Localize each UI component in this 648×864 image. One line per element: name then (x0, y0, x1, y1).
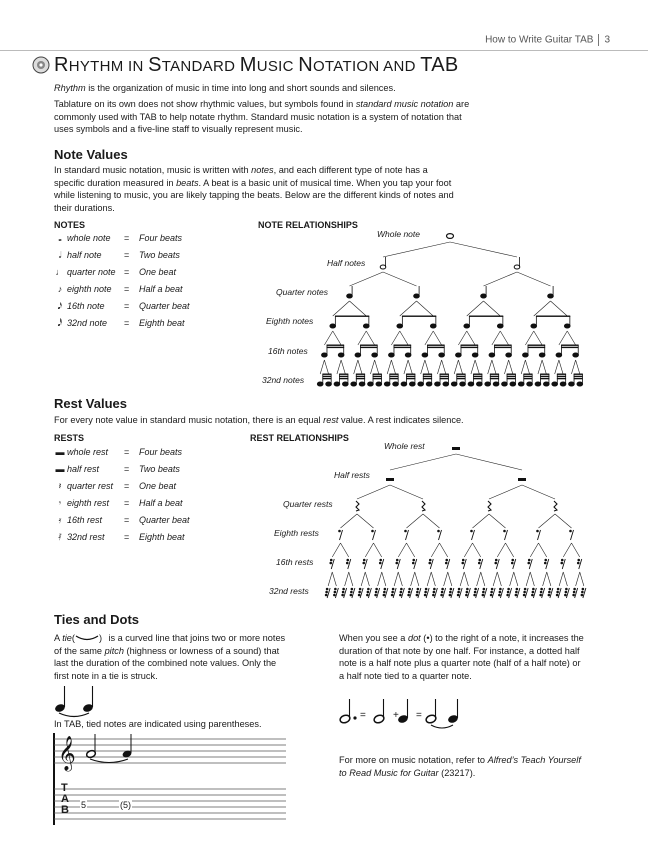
rest-equals: = (124, 481, 130, 491)
rest-flag (441, 591, 444, 594)
note-duration: Eighth beat (139, 318, 185, 328)
rest-duration: Two beats (139, 464, 180, 474)
rest-flag (329, 562, 332, 565)
tree-branch (526, 572, 530, 586)
rest-symbol-icon: 𝄾 (58, 498, 62, 508)
tree-branch (464, 543, 472, 557)
tab-caption: In TAB, tied notes are indicated using parentheses. (54, 719, 262, 729)
rest-flag (544, 559, 547, 562)
equals-sign: = (416, 710, 422, 721)
rest-flag (379, 562, 382, 565)
rest-flag (429, 559, 432, 562)
note-symbol-icon: ♩ (55, 267, 65, 277)
rest-flag (366, 594, 369, 597)
note-level-label: Half notes (327, 258, 366, 268)
rest-name: whole rest (67, 447, 109, 457)
rest-duration: Eighth beat (139, 532, 185, 542)
tree-branch (415, 572, 419, 586)
note-symbol-icon: 𝅝 (58, 233, 62, 243)
running-title: How to Write Guitar TAB (485, 34, 594, 46)
note-name: 16th note (67, 301, 105, 311)
rest-flag (351, 588, 354, 591)
rest-flag (465, 594, 468, 597)
rest-level-label: Eighth rests (274, 528, 319, 538)
rest-flag (490, 594, 493, 597)
rest-flag (515, 594, 518, 597)
tree-branch (497, 572, 501, 586)
tree-branch (530, 543, 538, 557)
rest-flag (573, 588, 576, 591)
note-duration: Half a beat (139, 284, 183, 294)
rest-symbol-icon: ▬ (55, 464, 65, 474)
tree-branch (349, 572, 353, 586)
rest-flag (561, 559, 564, 562)
rest-equals: = (124, 532, 130, 542)
tree-branch (464, 572, 468, 586)
rest-flag (507, 591, 510, 594)
tree-branch (431, 543, 439, 557)
rest-flag (539, 594, 542, 597)
tree-branch (365, 572, 369, 586)
rest-flag (424, 594, 427, 597)
tree-branch (576, 572, 580, 586)
note-level-label: Quarter notes (276, 287, 328, 297)
rest-flag (462, 559, 465, 562)
note-name: quarter note (67, 267, 116, 277)
rest-flag (506, 594, 509, 597)
rest-flag (445, 562, 448, 565)
note-level-label: Eighth notes (266, 316, 314, 326)
rest-flag (379, 559, 382, 562)
rest-flag (396, 559, 399, 562)
rest-flag (581, 594, 584, 597)
rest-flag (326, 588, 329, 591)
note-values-heading: Note Values (54, 147, 128, 162)
rest-flag (371, 530, 374, 533)
rest-equals: = (124, 464, 130, 474)
rest-flag (466, 591, 469, 594)
rest-flag (466, 588, 469, 591)
rest-flag (556, 594, 559, 597)
tree-branch (341, 543, 349, 557)
rest-flag (408, 588, 411, 591)
rest-flag (498, 594, 501, 597)
note-equals: = (124, 318, 130, 328)
tree-branch (555, 514, 572, 528)
rest-values-heading: Rest Values (54, 396, 127, 411)
rest-flag (342, 588, 345, 591)
rest-flag (549, 588, 552, 591)
rest-flag (395, 562, 398, 565)
rest-flag (523, 591, 526, 594)
rest-flag (581, 591, 584, 594)
tree-branch (411, 572, 415, 586)
tree-branch (460, 572, 464, 586)
rest-flag (577, 559, 580, 562)
rest-flag (400, 591, 403, 594)
rest-flag (582, 588, 585, 591)
rest-flag (478, 562, 481, 565)
tree-branch (539, 514, 556, 528)
tree-branch (489, 485, 522, 499)
note-symbol-icon: ♪ (57, 284, 63, 294)
notes-table-heading: NOTES (54, 220, 86, 230)
rest-flag (391, 591, 394, 594)
rest-flag (474, 588, 477, 591)
rest-flag (494, 562, 497, 565)
tree-branch (357, 514, 374, 528)
tree-branch (328, 572, 332, 586)
rest-flag (334, 591, 337, 594)
rest-symbol-icon: ▬ (55, 447, 65, 457)
tree-branch (444, 572, 448, 586)
rest-flag (544, 562, 547, 565)
rest-flag (330, 559, 333, 562)
tree-branch (473, 543, 481, 557)
rest-flag (416, 591, 419, 594)
note-duration: One beat (139, 267, 177, 277)
rest-duration: One beat (139, 481, 177, 491)
rest-flag (445, 559, 448, 562)
rest-flag (499, 588, 502, 591)
rest-flag (417, 588, 420, 591)
quarter-rest-icon (554, 501, 557, 511)
rest-symbol-icon: 𝄽 (58, 481, 62, 491)
rest-flag (346, 562, 349, 565)
rest-level-label: 32nd rests (269, 586, 309, 596)
rest-flag (433, 591, 436, 594)
rest-flag (548, 594, 551, 597)
rest-flag (341, 594, 344, 597)
rest-flag (490, 591, 493, 594)
tree-branch (559, 572, 563, 586)
rest-flag (374, 594, 377, 597)
rest-flag (334, 588, 337, 591)
tree-branch (341, 514, 358, 528)
tree-branch (563, 572, 567, 586)
rest-flag (358, 591, 361, 594)
rest-equals: = (124, 447, 130, 457)
note-equals: = (124, 250, 130, 260)
tree-branch (423, 514, 440, 528)
note-equals: = (124, 301, 130, 311)
tree-branch (398, 543, 406, 557)
tie-symbol: ( ) (71, 633, 103, 643)
rest-flag (399, 594, 402, 597)
rest-flag (511, 562, 514, 565)
rest-flag (491, 588, 494, 591)
tree-branch (448, 572, 452, 586)
note-equals: = (124, 233, 130, 243)
rest-flag (511, 559, 514, 562)
note-relationships-heading: NOTE RELATIONSHIPS (258, 220, 358, 230)
rest-flag (473, 594, 476, 597)
tab-fret-number: 5 (81, 800, 87, 810)
rest-flag (408, 591, 411, 594)
rest-level-label: 16th rests (276, 557, 314, 567)
note-symbol-icon: 𝅗𝅥 (58, 250, 62, 260)
rest-flag (407, 594, 410, 597)
rest-equals: = (124, 498, 130, 508)
rest-flag (532, 588, 535, 591)
rest-flag (557, 588, 560, 591)
rest-level-label: Whole rest (384, 441, 425, 451)
note-values-paragraph: In standard music notation, music is written with notes, and each different type of note has a specific duration measured in beats. A beat is a basic unit of musical time. When you tap your foot while listening to music, you are likely tapping the beats. Below are the different kinds of notes and their durations. (54, 165, 454, 213)
rest-flag (342, 591, 345, 594)
rest-flag (474, 591, 477, 594)
rest-name: eighth rest (67, 498, 110, 508)
note-symbol-icon: 𝅘𝅥𝅰 (57, 318, 63, 328)
rest-flag (428, 562, 431, 565)
rest-flag (416, 594, 419, 597)
note-name: 32nd note (67, 318, 108, 328)
rest-flag (450, 588, 453, 591)
tree-branch (489, 514, 506, 528)
tree-branch (407, 543, 415, 557)
rest-flag (516, 588, 519, 591)
tree-branch (456, 454, 522, 470)
rest-flag (528, 559, 531, 562)
rest-flag (359, 588, 362, 591)
rest-name: quarter rest (67, 481, 114, 491)
ties-paragraph: A tie( ) is a curved line that joins two or more notes of the same pitch (highness or lowness of a sound) that last the duration of the combined note values. Only the first note in a tie is struck. (54, 633, 286, 681)
note-equals: = (124, 267, 130, 277)
rest-flag (350, 591, 353, 594)
rest-flag (375, 588, 378, 591)
whole-rest-icon (452, 447, 460, 450)
tree-branch (530, 572, 534, 586)
note-symbol-icon: 𝅘𝅥𝅯 (57, 301, 63, 311)
rest-name: half rest (67, 464, 100, 474)
rest-values-paragraph: For every note value in standard music notation, there is an equal rest value. A rest indicates silence. (54, 415, 464, 425)
rest-flag (383, 594, 386, 597)
rest-flag (404, 530, 407, 533)
rest-flag (470, 530, 473, 533)
note-name: half note (67, 250, 102, 260)
rest-flag (569, 530, 572, 533)
rest-flag (577, 562, 580, 565)
tree-branch (382, 572, 386, 586)
tree-branch (522, 485, 555, 499)
rest-flag (565, 591, 568, 594)
rest-flag (532, 591, 535, 594)
half-rest-icon (518, 478, 526, 481)
rest-flag (433, 588, 436, 591)
rest-flag (457, 591, 460, 594)
ties-dots-heading: Ties and Dots (54, 612, 140, 627)
rest-flag (449, 594, 452, 597)
rest-flag (383, 591, 386, 594)
rest-flag (483, 588, 486, 591)
tree-branch (407, 514, 424, 528)
quarter-rest-icon (356, 501, 359, 511)
note-equals: = (124, 284, 130, 294)
rest-flag (432, 594, 435, 597)
tree-branch (345, 572, 349, 586)
quarter-rest-icon (422, 501, 425, 511)
tree-branch (473, 514, 490, 528)
tree-branch (390, 485, 423, 499)
tree-branch (477, 572, 481, 586)
tree-branch (332, 572, 336, 586)
tree-branch (572, 543, 580, 557)
equals-sign: = (360, 710, 366, 721)
rest-relationships-heading: REST RELATIONSHIPS (250, 433, 349, 443)
rest-flag (458, 588, 461, 591)
rest-flag (560, 562, 563, 565)
rest-flag (440, 594, 443, 597)
rest-flag (524, 588, 527, 591)
rest-flag (346, 559, 349, 562)
tab-tied-fret-number: (5) (120, 800, 131, 810)
tree-branch (332, 543, 340, 557)
tie-curve-icon (75, 634, 99, 642)
tree-branch (539, 543, 547, 557)
tree-branch (431, 572, 435, 586)
page-number: 3 (604, 34, 610, 46)
rest-flag (325, 594, 328, 597)
tree-branch (357, 485, 390, 499)
rest-flag (507, 588, 510, 591)
rest-duration: Quarter beat (139, 515, 190, 525)
dots-paragraph: When you see a dot (•) to the right of a note, it increases the duration of that note by one half. For instance, a dotted half note is a half note plus a quarter note (half of a half note) or a half note tied to a quarter note. (339, 633, 584, 681)
rest-flag (384, 588, 387, 591)
rest-flag (437, 530, 440, 533)
tree-branch (506, 543, 514, 557)
rest-flag (565, 588, 568, 591)
rest-flag (425, 588, 428, 591)
note-name: whole note (67, 233, 111, 243)
rest-flag (362, 562, 365, 565)
tree-branch (365, 543, 373, 557)
tree-branch (543, 572, 547, 586)
rest-flag (457, 594, 460, 597)
intro-rhythm-definition: Rhythm is the organization of music in time into long and short sounds and silences. (54, 83, 396, 93)
rest-name: 32nd rest (67, 532, 105, 542)
tree-branch (378, 572, 382, 586)
rest-flag (515, 591, 518, 594)
rest-flag (350, 594, 353, 597)
rest-flag (564, 594, 567, 597)
rest-flag (495, 559, 498, 562)
rest-flag (375, 591, 378, 594)
tree-branch (361, 572, 365, 586)
intro-paragraph: Tablature on its own does not show rhythmic values, but symbols found in standard music notation are commonly used with TAB to help notate rhythm. Standard music notation is a system of notation that uses symbols and a five-line staff to visually represent music. (54, 99, 470, 134)
tree-branch (481, 572, 485, 586)
note-level-label: Whole note (377, 229, 420, 239)
rests-table-heading: RESTS (54, 433, 85, 443)
rest-duration: Half a beat (139, 498, 183, 508)
note-level-label: 32nd notes (262, 375, 305, 385)
rest-flag (527, 562, 530, 565)
rest-symbol-icon: 𝅀 (58, 532, 62, 542)
rest-flag (325, 591, 328, 594)
rest-flag (424, 591, 427, 594)
treble-clef-icon: 𝄞 (58, 736, 76, 771)
note-name: eighth note (67, 284, 112, 294)
tree-branch (440, 543, 448, 557)
rest-flag (363, 559, 366, 562)
rest-equals: = (124, 515, 130, 525)
tree-branch (580, 572, 584, 586)
rest-flag (482, 591, 485, 594)
tab-tie-example (54, 733, 289, 825)
page-title: RHYTHM IN STANDARD MUSIC NOTATION AND TAB (54, 54, 459, 76)
quarter-rest-icon (488, 501, 491, 511)
tree-branch (514, 572, 518, 586)
tree-branch (427, 572, 431, 586)
tree-branch (394, 572, 398, 586)
note-duration: Quarter beat (139, 301, 190, 311)
tree-branch (497, 543, 505, 557)
rest-flag (531, 594, 534, 597)
tree-branch (547, 572, 551, 586)
rest-level-label: Half rests (334, 470, 370, 480)
rest-flag (367, 588, 370, 591)
rest-flag (482, 594, 485, 597)
rest-flag (478, 559, 481, 562)
rest-flag (540, 588, 543, 591)
rest-flag (333, 594, 336, 597)
tree-branch (374, 543, 382, 557)
rest-flag (503, 530, 506, 533)
rest-flag (391, 594, 394, 597)
note-level-label: 16th notes (268, 346, 308, 356)
rest-flag (338, 530, 341, 533)
rest-flag (449, 591, 452, 594)
reference-note: For more on music notation, refer to Alfred’s Teach Yourself to Read Music for Guitar (23217). (339, 755, 581, 778)
rest-flag (412, 562, 415, 565)
tree-branch (493, 572, 497, 586)
rest-flag (400, 588, 403, 591)
rest-flag (548, 591, 551, 594)
rest-level-label: Quarter rests (283, 499, 333, 509)
rest-name: 16th rest (67, 515, 103, 525)
rest-duration: Four beats (139, 447, 183, 457)
rest-flag (367, 591, 370, 594)
rest-flag (358, 594, 361, 597)
rest-flag (540, 591, 543, 594)
rest-flag (392, 588, 395, 591)
rest-flag (461, 562, 464, 565)
note-duration: Two beats (139, 250, 180, 260)
rest-flag (572, 594, 575, 597)
half-rest-icon (386, 478, 394, 481)
rest-flag (523, 594, 526, 597)
rest-flag (441, 588, 444, 591)
plus-sign: + (393, 710, 399, 721)
rest-flag (499, 591, 502, 594)
tree-branch (510, 572, 514, 586)
tab-letters: T A B (61, 782, 69, 816)
rest-flag (556, 591, 559, 594)
tree-branch (390, 454, 456, 470)
tree-branch (563, 543, 571, 557)
rest-symbol-icon: 𝄿 (58, 515, 62, 525)
tie-example-notes (54, 686, 114, 716)
rest-flag (412, 559, 415, 562)
note-duration: Four beats (139, 233, 183, 243)
rest-flag (573, 591, 576, 594)
rest-flag (536, 530, 539, 533)
tree-branch (398, 572, 402, 586)
